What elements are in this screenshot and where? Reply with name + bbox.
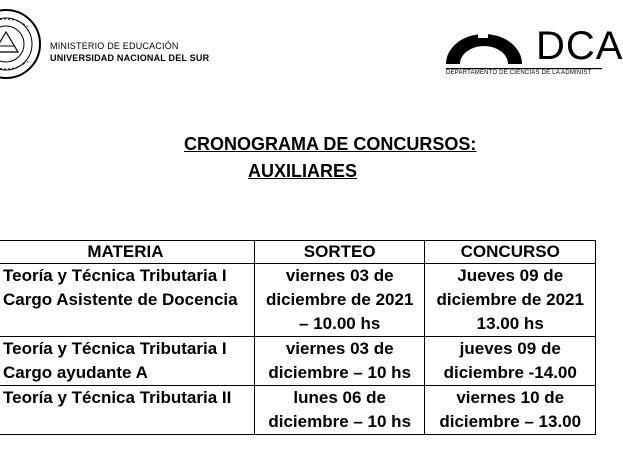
header-concurso: CONCURSO (425, 241, 596, 264)
concurso-line: 13.00 hs (476, 314, 544, 333)
materia-cell (0, 386, 254, 435)
materia-cell (0, 264, 254, 337)
concurso-line: viernes 10 de (456, 388, 565, 407)
sorteo-line: viernes 03 de (285, 266, 394, 285)
dca-letters: DCA (536, 24, 623, 68)
sorteo-line: viernes 03 de (285, 339, 394, 358)
sorteo-line: diciembre – 10 hs (268, 363, 412, 382)
document-title-line2: AUXILIARES (248, 161, 358, 181)
sorteo-cell (254, 264, 425, 337)
materia-cell (0, 337, 254, 386)
department-name: DEPARTAMENTO DE CIENCIAS DE LA ADMINIST (446, 70, 592, 76)
materia-line: Teoría y Técnica Tributaria II (3, 388, 232, 407)
ministry-name: MINISTERIO DE EDUCACIÓN (50, 41, 179, 51)
sorteo-cell (254, 386, 425, 435)
schedule-table (0, 240, 596, 435)
concurso-line: diciembre – 13.00 (439, 412, 582, 431)
header-sorteo: SORTEO (254, 241, 425, 264)
university-seal-icon (0, 8, 42, 80)
concurso-cell (425, 264, 596, 337)
document-title-line1: CRONOGRAMA DE CONCURSOS: (184, 134, 477, 154)
materia-line: Teoría y Técnica Tributaria I (3, 339, 227, 358)
concurso-line: jueves 09 de (459, 339, 561, 358)
sorteo-cell (254, 337, 425, 386)
materia-line: Teoría y Técnica Tributaria I (3, 266, 227, 285)
sorteo-line: – 10.00 hs (299, 314, 381, 333)
sorteo-line: diciembre de 2021 (265, 290, 414, 309)
concurso-cell (425, 337, 596, 386)
concurso-line: diciembre de 2021 (436, 290, 584, 309)
ministry-header (50, 40, 209, 64)
table-row (0, 264, 596, 337)
materia-line: Cargo Asistente de Docencia (3, 290, 238, 309)
sorteo-line: diciembre – 10 hs (268, 412, 412, 431)
materia-line: Cargo ayudante A (3, 363, 148, 382)
concurso-cell (425, 386, 596, 435)
table-header-row (0, 241, 596, 264)
concurso-line: Jueves 09 de (457, 266, 564, 285)
concurso-line: diciembre -14.00 (443, 363, 577, 382)
header-materia: MATERIA (0, 241, 254, 264)
sorteo-line: lunes 06 de (293, 388, 386, 407)
table-row (0, 337, 596, 386)
university-name: UNIVERSIDAD NACIONAL DEL SUR (50, 53, 210, 63)
table-row (0, 386, 596, 435)
